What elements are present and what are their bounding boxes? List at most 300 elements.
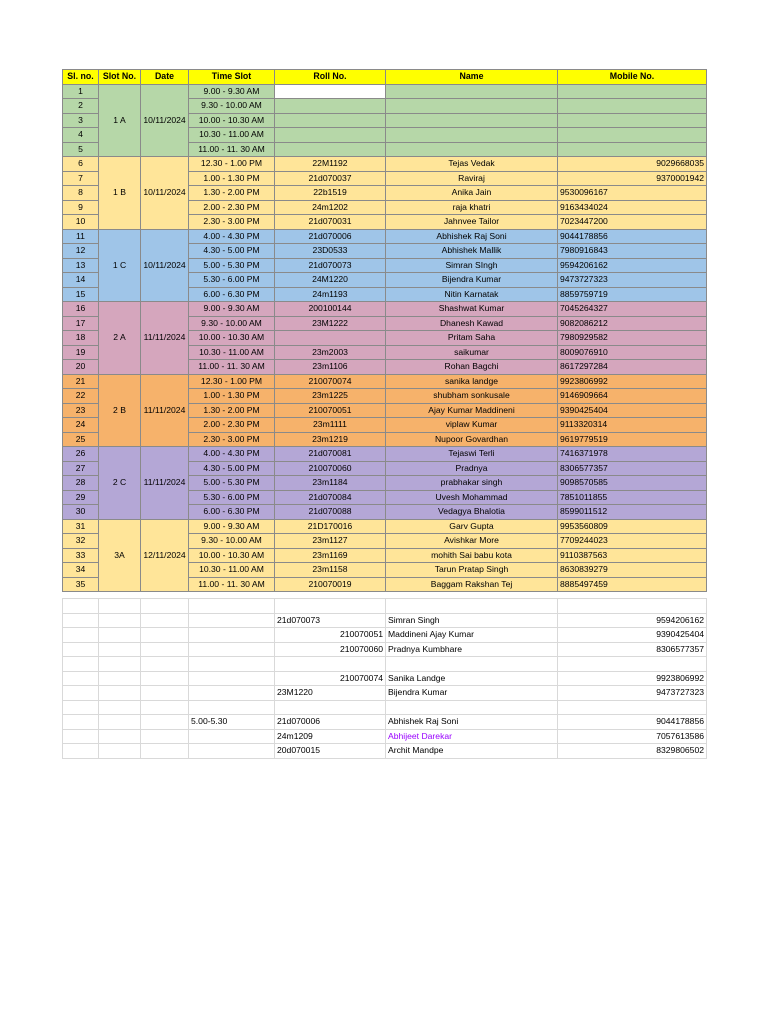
extra-name-cell[interactable] bbox=[386, 657, 558, 672]
mobile-cell[interactable]: 9163434024 bbox=[558, 200, 707, 215]
time-slot-cell[interactable]: 10.30 - 11.00 AM bbox=[189, 563, 275, 578]
mobile-cell[interactable]: 7851011855 bbox=[558, 490, 707, 505]
extra-mobile-cell[interactable]: 9044178856 bbox=[558, 715, 707, 730]
extra-row bbox=[63, 744, 707, 759]
extra-slot-cell[interactable] bbox=[99, 715, 141, 730]
name-cell[interactable]: saikumar bbox=[386, 345, 558, 360]
table-row bbox=[63, 84, 707, 99]
mobile-cell[interactable]: 9110387563 bbox=[558, 548, 707, 563]
extra-slot-cell[interactable] bbox=[99, 628, 141, 643]
extra-time-cell[interactable] bbox=[189, 686, 275, 701]
roll-no-cell[interactable]: 23D0533 bbox=[275, 244, 386, 259]
roll-no-cell[interactable]: 23m1158 bbox=[275, 563, 386, 578]
roll-no-cell[interactable]: 200100144 bbox=[275, 302, 386, 317]
mobile-cell[interactable] bbox=[558, 113, 707, 128]
extra-date-cell[interactable] bbox=[141, 599, 189, 614]
mobile-cell[interactable] bbox=[558, 99, 707, 114]
table-row bbox=[63, 374, 707, 389]
extra-date-cell[interactable] bbox=[141, 642, 189, 657]
mobile-cell[interactable]: 9113320314 bbox=[558, 418, 707, 433]
mobile-cell[interactable]: 9953560809 bbox=[558, 519, 707, 534]
extra-sl-cell[interactable] bbox=[63, 686, 99, 701]
roll-no-cell[interactable] bbox=[275, 84, 386, 99]
extra-name-cell[interactable]: Bijendra Kumar bbox=[386, 686, 558, 701]
time-slot-cell[interactable]: 10.30 - 11.00 AM bbox=[189, 128, 275, 143]
sl-no-cell[interactable]: 20 bbox=[63, 360, 99, 375]
sl-no-cell[interactable]: 18 bbox=[63, 331, 99, 346]
extra-sl-cell[interactable] bbox=[63, 613, 99, 628]
time-slot-cell[interactable]: 10.00 - 10.30 AM bbox=[189, 113, 275, 128]
mobile-cell[interactable]: 9044178856 bbox=[558, 229, 707, 244]
time-slot-cell[interactable]: 9.30 - 10.00 AM bbox=[189, 99, 275, 114]
name-cell[interactable]: Jahnvee Tailor bbox=[386, 215, 558, 230]
sl-no-cell[interactable]: 22 bbox=[63, 389, 99, 404]
mobile-cell[interactable] bbox=[558, 128, 707, 143]
time-slot-cell[interactable]: 4.00 - 4.30 PM bbox=[189, 229, 275, 244]
sl-no-cell[interactable]: 19 bbox=[63, 345, 99, 360]
slot-table bbox=[62, 69, 707, 759]
mobile-cell[interactable]: 8009076910 bbox=[558, 345, 707, 360]
spacer-cell bbox=[275, 592, 386, 599]
roll-no-cell[interactable]: 21d070037 bbox=[275, 171, 386, 186]
mobile-cell[interactable]: 9146909664 bbox=[558, 389, 707, 404]
extra-name-cell[interactable]: Abhishek Raj Soni bbox=[386, 715, 558, 730]
extra-date-cell[interactable] bbox=[141, 657, 189, 672]
mobile-cell[interactable]: 7416371978 bbox=[558, 447, 707, 462]
extra-mobile-cell[interactable]: 9594206162 bbox=[558, 613, 707, 628]
extra-mobile-cell[interactable] bbox=[558, 599, 707, 614]
time-slot-cell[interactable]: 5.30 - 6.00 PM bbox=[189, 273, 275, 288]
extra-sl-cell[interactable] bbox=[63, 628, 99, 643]
roll-no-cell[interactable]: 22b1519 bbox=[275, 186, 386, 201]
sl-no-cell[interactable]: 31 bbox=[63, 519, 99, 534]
name-cell[interactable]: Baggam Rakshan Tej bbox=[386, 577, 558, 592]
roll-no-cell[interactable]: 23m1225 bbox=[275, 389, 386, 404]
sl-no-cell[interactable]: 15 bbox=[63, 287, 99, 302]
table-row bbox=[63, 447, 707, 462]
mobile-cell[interactable]: 7980916843 bbox=[558, 244, 707, 259]
extra-roll-cell[interactable] bbox=[275, 657, 386, 672]
roll-no-cell[interactable]: 22M1192 bbox=[275, 157, 386, 172]
sl-no-cell[interactable]: 27 bbox=[63, 461, 99, 476]
extra-time-cell[interactable] bbox=[189, 657, 275, 672]
date-cell[interactable]: 10/11/2024 bbox=[141, 84, 189, 157]
extra-name-cell[interactable]: Pradnya Kumbhare bbox=[386, 642, 558, 657]
extra-slot-cell[interactable] bbox=[99, 700, 141, 715]
extra-mobile-cell[interactable]: 9473727323 bbox=[558, 686, 707, 701]
name-cell[interactable]: mohith Sai babu kota bbox=[386, 548, 558, 563]
sl-no-cell[interactable]: 24 bbox=[63, 418, 99, 433]
extra-date-cell[interactable] bbox=[141, 686, 189, 701]
mobile-cell[interactable]: 7980929582 bbox=[558, 331, 707, 346]
extra-roll-cell[interactable]: 21d070006 bbox=[275, 715, 386, 730]
header-slot-no[interactable]: Slot No. bbox=[99, 70, 141, 85]
roll-no-cell[interactable]: 210070074 bbox=[275, 374, 386, 389]
extra-time-cell[interactable] bbox=[189, 729, 275, 744]
roll-no-cell[interactable]: 24m1202 bbox=[275, 200, 386, 215]
extra-mobile-cell[interactable]: 9923806992 bbox=[558, 671, 707, 686]
mobile-cell[interactable]: 7045264327 bbox=[558, 302, 707, 317]
sl-no-cell[interactable]: 13 bbox=[63, 258, 99, 273]
name-cell[interactable]: Anika Jain bbox=[386, 186, 558, 201]
time-slot-cell[interactable]: 5.00 - 5.30 PM bbox=[189, 258, 275, 273]
roll-no-cell[interactable]: 21d070081 bbox=[275, 447, 386, 462]
header-roll-no[interactable]: Roll No. bbox=[275, 70, 386, 85]
extra-name-cell[interactable]: Archit Mandpe bbox=[386, 744, 558, 759]
roll-no-cell[interactable] bbox=[275, 128, 386, 143]
time-slot-cell[interactable]: 10.00 - 10.30 AM bbox=[189, 331, 275, 346]
extra-slot-cell[interactable] bbox=[99, 744, 141, 759]
slot-no-cell[interactable]: 2 B bbox=[99, 374, 141, 447]
name-cell[interactable]: Shashwat Kumar bbox=[386, 302, 558, 317]
name-cell[interactable]: Pritam Saha bbox=[386, 331, 558, 346]
time-slot-cell[interactable]: 2.30 - 3.00 PM bbox=[189, 215, 275, 230]
extra-slot-cell[interactable] bbox=[99, 657, 141, 672]
name-cell[interactable]: Dhanesh Kawad bbox=[386, 316, 558, 331]
extra-row bbox=[63, 628, 707, 643]
name-cell[interactable]: viplaw Kumar bbox=[386, 418, 558, 433]
time-slot-cell[interactable]: 2.00 - 2.30 PM bbox=[189, 200, 275, 215]
name-cell[interactable]: Garv Gupta bbox=[386, 519, 558, 534]
extra-roll-cell[interactable]: 24m1209 bbox=[275, 729, 386, 744]
name-cell[interactable]: Raviraj bbox=[386, 171, 558, 186]
sl-no-cell[interactable]: 21 bbox=[63, 374, 99, 389]
sl-no-cell[interactable]: 14 bbox=[63, 273, 99, 288]
sl-no-cell[interactable]: 2 bbox=[63, 99, 99, 114]
extra-row bbox=[63, 729, 707, 744]
roll-no-cell[interactable] bbox=[275, 99, 386, 114]
time-slot-cell[interactable]: 9.00 - 9.30 AM bbox=[189, 302, 275, 317]
sl-no-cell[interactable]: 10 bbox=[63, 215, 99, 230]
sl-no-cell[interactable]: 35 bbox=[63, 577, 99, 592]
mobile-cell[interactable]: 9923806992 bbox=[558, 374, 707, 389]
sl-no-cell[interactable]: 33 bbox=[63, 548, 99, 563]
table-row bbox=[63, 157, 707, 172]
sl-no-cell[interactable]: 7 bbox=[63, 171, 99, 186]
time-slot-cell[interactable]: 2.30 - 3.00 PM bbox=[189, 432, 275, 447]
sl-no-cell[interactable]: 8 bbox=[63, 186, 99, 201]
time-slot-cell[interactable]: 11.00 - 11. 30 AM bbox=[189, 360, 275, 375]
roll-no-cell[interactable]: 23m1169 bbox=[275, 548, 386, 563]
mobile-cell[interactable]: 9082086212 bbox=[558, 316, 707, 331]
time-slot-cell[interactable]: 2.00 - 2.30 PM bbox=[189, 418, 275, 433]
slot-no-cell[interactable]: 3A bbox=[99, 519, 141, 592]
time-slot-cell[interactable]: 6.00 - 6.30 PM bbox=[189, 287, 275, 302]
table-row bbox=[63, 229, 707, 244]
sl-no-cell[interactable]: 6 bbox=[63, 157, 99, 172]
name-cell[interactable]: Tejas Vedak bbox=[386, 157, 558, 172]
extra-time-cell[interactable]: 5.00-5.30 bbox=[189, 715, 275, 730]
mobile-cell[interactable]: 9098570585 bbox=[558, 476, 707, 491]
date-cell[interactable]: 11/11/2024 bbox=[141, 447, 189, 520]
time-slot-cell[interactable]: 1.30 - 2.00 PM bbox=[189, 403, 275, 418]
slot-no-cell[interactable]: 1 A bbox=[99, 84, 141, 157]
time-slot-cell[interactable]: 11.00 - 11. 30 AM bbox=[189, 577, 275, 592]
extra-date-cell[interactable] bbox=[141, 729, 189, 744]
extra-roll-cell[interactable] bbox=[275, 700, 386, 715]
header-mobile-no[interactable]: Mobile No. bbox=[558, 70, 707, 85]
name-cell[interactable]: sanika landge bbox=[386, 374, 558, 389]
time-slot-cell[interactable]: 4.00 - 4.30 PM bbox=[189, 447, 275, 462]
date-cell[interactable]: 11/11/2024 bbox=[141, 374, 189, 447]
extra-name-cell[interactable] bbox=[386, 700, 558, 715]
extra-date-cell[interactable] bbox=[141, 715, 189, 730]
extra-sl-cell[interactable] bbox=[63, 715, 99, 730]
time-slot-cell[interactable]: 5.00 - 5.30 PM bbox=[189, 476, 275, 491]
roll-no-cell[interactable]: 23m1219 bbox=[275, 432, 386, 447]
time-slot-cell[interactable]: 12.30 - 1.00 PM bbox=[189, 157, 275, 172]
roll-no-cell[interactable]: 23m2003 bbox=[275, 345, 386, 360]
mobile-cell[interactable]: 8885497459 bbox=[558, 577, 707, 592]
extra-row bbox=[63, 686, 707, 701]
extra-row bbox=[63, 715, 707, 730]
time-slot-cell[interactable]: 1.00 - 1.30 PM bbox=[189, 389, 275, 404]
roll-no-cell[interactable]: 23m1111 bbox=[275, 418, 386, 433]
extra-mobile-cell[interactable]: 7057613586 bbox=[558, 729, 707, 744]
roll-no-cell[interactable]: 23M1222 bbox=[275, 316, 386, 331]
extra-date-cell[interactable] bbox=[141, 671, 189, 686]
roll-no-cell[interactable]: 24m1193 bbox=[275, 287, 386, 302]
sl-no-cell[interactable]: 3 bbox=[63, 113, 99, 128]
extra-slot-cell[interactable] bbox=[99, 671, 141, 686]
time-slot-cell[interactable]: 9.00 - 9.30 AM bbox=[189, 519, 275, 534]
header-name[interactable]: Name bbox=[386, 70, 558, 85]
extra-roll-cell[interactable]: 210070060 bbox=[275, 642, 386, 657]
extra-row bbox=[63, 642, 707, 657]
name-cell[interactable]: Avishkar More bbox=[386, 534, 558, 549]
mobile-cell[interactable]: 9370001942 bbox=[558, 171, 707, 186]
spacer-cell bbox=[558, 592, 707, 599]
name-cell[interactable] bbox=[386, 99, 558, 114]
time-slot-cell[interactable]: 11.00 - 11. 30 AM bbox=[189, 142, 275, 157]
name-cell[interactable]: raja khatri bbox=[386, 200, 558, 215]
mobile-cell[interactable]: 8599011512 bbox=[558, 505, 707, 520]
extra-name-cell[interactable]: Abhijeet Darekar bbox=[386, 729, 558, 744]
extra-mobile-cell[interactable] bbox=[558, 657, 707, 672]
extra-roll-cell[interactable]: 23M1220 bbox=[275, 686, 386, 701]
time-slot-cell[interactable]: 1.30 - 2.00 PM bbox=[189, 186, 275, 201]
extra-time-cell[interactable] bbox=[189, 671, 275, 686]
extra-row bbox=[63, 599, 707, 614]
time-slot-cell[interactable]: 5.30 - 6.00 PM bbox=[189, 490, 275, 505]
extra-time-cell[interactable] bbox=[189, 642, 275, 657]
mobile-cell[interactable]: 9473727323 bbox=[558, 273, 707, 288]
extra-date-cell[interactable] bbox=[141, 744, 189, 759]
roll-no-cell[interactable]: 21d070088 bbox=[275, 505, 386, 520]
mobile-cell[interactable]: 8630839279 bbox=[558, 563, 707, 578]
extra-mobile-cell[interactable]: 8306577357 bbox=[558, 642, 707, 657]
sl-no-cell[interactable]: 34 bbox=[63, 563, 99, 578]
name-cell[interactable]: Uvesh Mohammad bbox=[386, 490, 558, 505]
roll-no-cell[interactable]: 24M1220 bbox=[275, 273, 386, 288]
slot-no-cell[interactable]: 2 C bbox=[99, 447, 141, 520]
time-slot-cell[interactable]: 9.30 - 10.00 AM bbox=[189, 534, 275, 549]
extra-time-cell[interactable] bbox=[189, 599, 275, 614]
slot-no-cell[interactable]: 1 C bbox=[99, 229, 141, 302]
extra-name-cell[interactable]: Sanika Landge bbox=[386, 671, 558, 686]
sl-no-cell[interactable]: 17 bbox=[63, 316, 99, 331]
roll-no-cell[interactable]: 210070019 bbox=[275, 577, 386, 592]
extra-date-cell[interactable] bbox=[141, 700, 189, 715]
extra-row bbox=[63, 671, 707, 686]
extra-slot-cell[interactable] bbox=[99, 729, 141, 744]
extra-roll-cell[interactable]: 210070051 bbox=[275, 628, 386, 643]
name-cell[interactable]: Tarun Pratap Singh bbox=[386, 563, 558, 578]
spacer-cell bbox=[141, 592, 189, 599]
extra-time-cell[interactable] bbox=[189, 613, 275, 628]
mobile-cell[interactable]: 9619779519 bbox=[558, 432, 707, 447]
spacer-cell bbox=[189, 592, 275, 599]
time-slot-cell[interactable]: 6.00 - 6.30 PM bbox=[189, 505, 275, 520]
extra-sl-cell[interactable] bbox=[63, 671, 99, 686]
roll-no-cell[interactable]: 23m1106 bbox=[275, 360, 386, 375]
name-cell[interactable] bbox=[386, 128, 558, 143]
roll-no-cell[interactable]: 23m1184 bbox=[275, 476, 386, 491]
slot-no-cell[interactable]: 2 A bbox=[99, 302, 141, 375]
extra-roll-cell[interactable] bbox=[275, 599, 386, 614]
sl-no-cell[interactable]: 25 bbox=[63, 432, 99, 447]
sl-no-cell[interactable]: 32 bbox=[63, 534, 99, 549]
sl-no-cell[interactable]: 11 bbox=[63, 229, 99, 244]
time-slot-cell[interactable]: 9.00 - 9.30 AM bbox=[189, 84, 275, 99]
name-cell[interactable]: Nitin Karnatak bbox=[386, 287, 558, 302]
table-row bbox=[63, 302, 707, 317]
roll-no-cell[interactable] bbox=[275, 331, 386, 346]
time-slot-cell[interactable]: 1.00 - 1.30 PM bbox=[189, 171, 275, 186]
roll-no-cell[interactable] bbox=[275, 142, 386, 157]
extra-time-cell[interactable] bbox=[189, 700, 275, 715]
extra-date-cell[interactable] bbox=[141, 628, 189, 643]
extra-mobile-cell[interactable]: 9390425404 bbox=[558, 628, 707, 643]
name-cell[interactable]: Pradnya bbox=[386, 461, 558, 476]
roll-no-cell[interactable]: 23m1127 bbox=[275, 534, 386, 549]
extra-mobile-cell[interactable]: 8329806502 bbox=[558, 744, 707, 759]
spacer-cell bbox=[386, 592, 558, 599]
name-cell[interactable]: Rohan Bagchi bbox=[386, 360, 558, 375]
roll-no-cell[interactable] bbox=[275, 113, 386, 128]
mobile-cell[interactable]: 9390425404 bbox=[558, 403, 707, 418]
extra-slot-cell[interactable] bbox=[99, 613, 141, 628]
sl-no-cell[interactable]: 1 bbox=[63, 84, 99, 99]
extra-sl-cell[interactable] bbox=[63, 729, 99, 744]
extra-sl-cell[interactable] bbox=[63, 700, 99, 715]
time-slot-cell[interactable]: 10.00 - 10.30 AM bbox=[189, 548, 275, 563]
extra-sl-cell[interactable] bbox=[63, 599, 99, 614]
sl-no-cell[interactable]: 9 bbox=[63, 200, 99, 215]
mobile-cell[interactable]: 8306577357 bbox=[558, 461, 707, 476]
extra-slot-cell[interactable] bbox=[99, 599, 141, 614]
extra-roll-cell[interactable]: 21d070073 bbox=[275, 613, 386, 628]
extra-slot-cell[interactable] bbox=[99, 642, 141, 657]
name-cell[interactable]: prabhakar singh bbox=[386, 476, 558, 491]
extra-roll-cell[interactable]: 210070074 bbox=[275, 671, 386, 686]
date-cell[interactable]: 10/11/2024 bbox=[141, 157, 189, 230]
header-sl-no[interactable]: Sl. no. bbox=[63, 70, 99, 85]
extra-sl-cell[interactable] bbox=[63, 744, 99, 759]
mobile-cell[interactable]: 9530096167 bbox=[558, 186, 707, 201]
roll-no-cell[interactable]: 210070051 bbox=[275, 403, 386, 418]
extra-name-cell[interactable]: Maddineni Ajay Kumar bbox=[386, 628, 558, 643]
sl-no-cell[interactable]: 29 bbox=[63, 490, 99, 505]
roll-no-cell[interactable]: 21d070006 bbox=[275, 229, 386, 244]
header-time-slot[interactable]: Time Slot bbox=[189, 70, 275, 85]
extra-slot-cell[interactable] bbox=[99, 686, 141, 701]
name-cell[interactable]: Nupoor Govardhan bbox=[386, 432, 558, 447]
mobile-cell[interactable]: 8859759719 bbox=[558, 287, 707, 302]
sl-no-cell[interactable]: 4 bbox=[63, 128, 99, 143]
time-slot-cell[interactable]: 12.30 - 1.00 PM bbox=[189, 374, 275, 389]
mobile-cell[interactable]: 9594206162 bbox=[558, 258, 707, 273]
name-cell[interactable]: Bijendra Kumar bbox=[386, 273, 558, 288]
table-body bbox=[63, 70, 707, 592]
roll-no-cell[interactable]: 21d070031 bbox=[275, 215, 386, 230]
name-cell[interactable]: Vedagya Bhalotia bbox=[386, 505, 558, 520]
name-cell[interactable]: shubham sonkusale bbox=[386, 389, 558, 404]
mobile-cell[interactable]: 7709244023 bbox=[558, 534, 707, 549]
name-cell[interactable]: Abhishek Mallik bbox=[386, 244, 558, 259]
date-cell[interactable]: 10/11/2024 bbox=[141, 229, 189, 302]
mobile-cell[interactable] bbox=[558, 84, 707, 99]
time-slot-cell[interactable]: 4.30 - 5.00 PM bbox=[189, 244, 275, 259]
extra-roll-cell[interactable]: 20d070015 bbox=[275, 744, 386, 759]
time-slot-cell[interactable]: 4.30 - 5.00 PM bbox=[189, 461, 275, 476]
sl-no-cell[interactable]: 23 bbox=[63, 403, 99, 418]
extra-row bbox=[63, 613, 707, 628]
name-cell[interactable]: Simran SIngh bbox=[386, 258, 558, 273]
sl-no-cell[interactable]: 16 bbox=[63, 302, 99, 317]
mobile-cell[interactable]: 7023447200 bbox=[558, 215, 707, 230]
extra-time-cell[interactable] bbox=[189, 628, 275, 643]
sl-no-cell[interactable]: 28 bbox=[63, 476, 99, 491]
sl-no-cell[interactable]: 30 bbox=[63, 505, 99, 520]
extra-sl-cell[interactable] bbox=[63, 657, 99, 672]
spacer-cell bbox=[99, 592, 141, 599]
extra-time-cell[interactable] bbox=[189, 744, 275, 759]
time-slot-cell[interactable]: 9.30 - 10.00 AM bbox=[189, 316, 275, 331]
date-cell[interactable]: 11/11/2024 bbox=[141, 302, 189, 375]
roll-no-cell[interactable]: 21d070073 bbox=[275, 258, 386, 273]
name-cell[interactable]: Tejaswi Terli bbox=[386, 447, 558, 462]
mobile-cell[interactable]: 9029668035 bbox=[558, 157, 707, 172]
extra-name-cell[interactable]: Simran Singh bbox=[386, 613, 558, 628]
extra-mobile-cell[interactable] bbox=[558, 700, 707, 715]
header-date[interactable]: Date bbox=[141, 70, 189, 85]
roll-no-cell[interactable]: 210070060 bbox=[275, 461, 386, 476]
spacer-row bbox=[63, 592, 707, 599]
name-cell[interactable] bbox=[386, 84, 558, 99]
table-row bbox=[63, 519, 707, 534]
sl-no-cell[interactable]: 5 bbox=[63, 142, 99, 157]
extra-sl-cell[interactable] bbox=[63, 642, 99, 657]
name-cell[interactable]: Ajay Kumar Maddineni bbox=[386, 403, 558, 418]
slot-no-cell[interactable]: 1 B bbox=[99, 157, 141, 230]
time-slot-cell[interactable]: 10.30 - 11.00 AM bbox=[189, 345, 275, 360]
roll-no-cell[interactable]: 21D170016 bbox=[275, 519, 386, 534]
header-row bbox=[63, 70, 707, 85]
extra-date-cell[interactable] bbox=[141, 613, 189, 628]
mobile-cell[interactable] bbox=[558, 142, 707, 157]
mobile-cell[interactable]: 8617297284 bbox=[558, 360, 707, 375]
sl-no-cell[interactable]: 12 bbox=[63, 244, 99, 259]
extra-name-cell[interactable] bbox=[386, 599, 558, 614]
name-cell[interactable] bbox=[386, 142, 558, 157]
roll-no-cell[interactable]: 21d070084 bbox=[275, 490, 386, 505]
name-cell[interactable] bbox=[386, 113, 558, 128]
date-cell[interactable]: 12/11/2024 bbox=[141, 519, 189, 592]
name-cell[interactable]: Abhishek Raj Soni bbox=[386, 229, 558, 244]
sl-no-cell[interactable]: 26 bbox=[63, 447, 99, 462]
spacer-cell bbox=[63, 592, 99, 599]
